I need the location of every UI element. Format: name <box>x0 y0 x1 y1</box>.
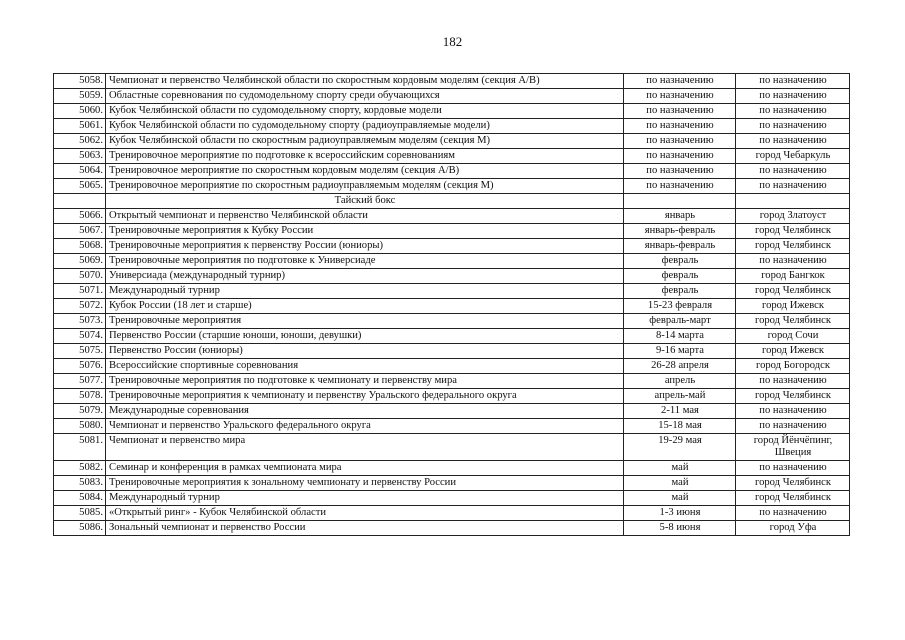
event-number: 5061. <box>54 119 106 134</box>
event-title: «Открытый ринг» - Кубок Челябинской области <box>106 506 624 521</box>
event-title: Кубок Челябинской области по скоростным радиоуправляемым моделям (секция М) <box>106 134 624 149</box>
event-date: апрель <box>624 374 736 389</box>
event-number: 5058. <box>54 74 106 89</box>
event-number: 5063. <box>54 149 106 164</box>
event-title: Областные соревнования по судомодельному спорту среди обучающихся <box>106 89 624 104</box>
event-place: город Сочи <box>736 329 850 344</box>
table-row <box>54 491 850 506</box>
table-row <box>54 89 850 104</box>
event-date: по назначению <box>624 149 736 164</box>
event-title: Тренировочные мероприятия к Кубку России <box>106 224 624 239</box>
event-place: город Челябинск <box>736 239 850 254</box>
event-date: 15-23 февраля <box>624 299 736 314</box>
event-title: Тренировочные мероприятия к чемпионату и первенству Уральского федерального округа <box>106 389 624 404</box>
event-date: по назначению <box>624 89 736 104</box>
event-number: 5077. <box>54 374 106 389</box>
event-number: 5071. <box>54 284 106 299</box>
event-title: Международный турнир <box>106 284 624 299</box>
event-place: по назначению <box>736 119 850 134</box>
event-date: 1-3 июня <box>624 506 736 521</box>
table-row <box>54 119 850 134</box>
event-title: Чемпионат и первенство мира <box>106 434 624 461</box>
event-title: Чемпионат и первенство Уральского федерального округа <box>106 419 624 434</box>
table-row <box>54 476 850 491</box>
event-number: 5069. <box>54 254 106 269</box>
event-number: 5079. <box>54 404 106 419</box>
event-date: май <box>624 476 736 491</box>
event-place: город Челябинск <box>736 314 850 329</box>
event-number: 5064. <box>54 164 106 179</box>
event-place: город Богородск <box>736 359 850 374</box>
event-number: 5086. <box>54 521 106 536</box>
event-title: Тренировочные мероприятия к зональному чемпионату и первенству России <box>106 476 624 491</box>
table-row <box>54 299 850 314</box>
table-row <box>54 104 850 119</box>
event-title: Тренировочное мероприятие по скоростным радиоуправляемым моделям (секция М) <box>106 179 624 194</box>
event-date: февраль <box>624 254 736 269</box>
event-number: 5068. <box>54 239 106 254</box>
event-place: по назначению <box>736 104 850 119</box>
event-number: 5075. <box>54 344 106 359</box>
event-number: 5083. <box>54 476 106 491</box>
table-row <box>54 344 850 359</box>
event-number: 5076. <box>54 359 106 374</box>
event-place: город Челябинск <box>736 389 850 404</box>
event-date: по назначению <box>624 179 736 194</box>
event-date: 2-11 мая <box>624 404 736 419</box>
event-title: Чемпионат и первенство Челябинской области по скоростным кордовым моделям (секция А/В) <box>106 74 624 89</box>
event-date: по назначению <box>624 119 736 134</box>
table-row <box>54 134 850 149</box>
events-table <box>53 73 850 536</box>
event-place: по назначению <box>736 254 850 269</box>
table-row <box>54 74 850 89</box>
event-date: январь-февраль <box>624 224 736 239</box>
page-number: 182 <box>442 34 463 49</box>
event-date: 26-28 апреля <box>624 359 736 374</box>
event-date: май <box>624 461 736 476</box>
table-row <box>54 404 850 419</box>
event-title: Тренировочные мероприятия <box>106 314 624 329</box>
table-row <box>54 239 850 254</box>
event-place: город Златоуст <box>736 209 850 224</box>
event-title: Кубок Челябинской области по судомодельному спорту (радиоуправляемые модели) <box>106 119 624 134</box>
event-place: город Ижевск <box>736 344 850 359</box>
event-title: Международные соревнования <box>106 404 624 419</box>
event-place: по назначению <box>736 419 850 434</box>
event-place: по назначению <box>736 89 850 104</box>
event-date: 8-14 марта <box>624 329 736 344</box>
event-title: Универсиада (международный турнир) <box>106 269 624 284</box>
event-date: 5-8 июня <box>624 521 736 536</box>
event-number: 5073. <box>54 314 106 329</box>
event-number: 5084. <box>54 491 106 506</box>
event-date: апрель-май <box>624 389 736 404</box>
table-row <box>54 461 850 476</box>
event-place: по назначению <box>736 374 850 389</box>
event-date: январь-февраль <box>624 239 736 254</box>
event-number: 5059. <box>54 89 106 104</box>
event-title: Всероссийские спортивные соревнования <box>106 359 624 374</box>
event-number: 5066. <box>54 209 106 224</box>
section-title: Тайский бокс <box>106 194 624 209</box>
table-row <box>54 179 850 194</box>
event-title: Первенство России (старшие юноши, юноши, девушки) <box>106 329 624 344</box>
event-date: май <box>624 491 736 506</box>
event-place: по назначению <box>736 506 850 521</box>
table-row <box>54 434 850 461</box>
event-number: 5078. <box>54 389 106 404</box>
section-row <box>54 194 850 209</box>
table-row <box>54 209 850 224</box>
table-row <box>54 224 850 239</box>
event-date: по назначению <box>624 134 736 149</box>
table-row <box>54 269 850 284</box>
event-date: февраль <box>624 284 736 299</box>
event-number: 5067. <box>54 224 106 239</box>
event-title: Тренировочное мероприятие по подготовке к всероссийским соревнованиям <box>106 149 624 164</box>
section-num-cell <box>54 194 106 209</box>
section-place-cell <box>736 194 850 209</box>
event-date: январь <box>624 209 736 224</box>
event-date: февраль-март <box>624 314 736 329</box>
table-row <box>54 419 850 434</box>
event-place: город Челябинск <box>736 476 850 491</box>
event-title: Тренировочные мероприятия по подготовке к Универсиаде <box>106 254 624 269</box>
table-row <box>54 374 850 389</box>
table-row <box>54 149 850 164</box>
event-number: 5062. <box>54 134 106 149</box>
event-place: по назначению <box>736 404 850 419</box>
event-place: город Бангкок <box>736 269 850 284</box>
event-number: 5065. <box>54 179 106 194</box>
event-place: по назначению <box>736 74 850 89</box>
event-title: Тренировочное мероприятие по скоростным кордовым моделям (секция А/В) <box>106 164 624 179</box>
event-place: город Челябинск <box>736 224 850 239</box>
table-row <box>54 254 850 269</box>
event-number: 5080. <box>54 419 106 434</box>
event-number: 5074. <box>54 329 106 344</box>
table-row <box>54 521 850 536</box>
table-row <box>54 506 850 521</box>
event-place: по назначению <box>736 134 850 149</box>
table-row <box>54 389 850 404</box>
table-row <box>54 314 850 329</box>
event-number: 5082. <box>54 461 106 476</box>
event-date: 15-18 мая <box>624 419 736 434</box>
event-title: Тренировочные мероприятия к первенству России (юниоры) <box>106 239 624 254</box>
event-title: Международный турнир <box>106 491 624 506</box>
event-place: город Йёнчёпинг, Швеция <box>736 434 850 461</box>
table-row <box>54 284 850 299</box>
event-place: город Челябинск <box>736 284 850 299</box>
event-number: 5060. <box>54 104 106 119</box>
event-date: по назначению <box>624 104 736 119</box>
event-date: по назначению <box>624 74 736 89</box>
event-place: город Чебаркуль <box>736 149 850 164</box>
event-place: город Ижевск <box>736 299 850 314</box>
event-place: по назначению <box>736 461 850 476</box>
event-title: Кубок России (18 лет и старше) <box>106 299 624 314</box>
event-place: город Уфа <box>736 521 850 536</box>
event-date: по назначению <box>624 164 736 179</box>
event-title: Первенство России (юниоры) <box>106 344 624 359</box>
event-date: 9-16 марта <box>624 344 736 359</box>
event-place: по назначению <box>736 179 850 194</box>
event-place: город Челябинск <box>736 491 850 506</box>
section-date-cell <box>624 194 736 209</box>
event-number: 5070. <box>54 269 106 284</box>
event-title: Зональный чемпионат и первенство России <box>106 521 624 536</box>
event-number: 5072. <box>54 299 106 314</box>
event-date: февраль <box>624 269 736 284</box>
event-title: Тренировочные мероприятия по подготовке к чемпионату и первенству мира <box>106 374 624 389</box>
event-place: по назначению <box>736 164 850 179</box>
table-row <box>54 329 850 344</box>
event-title: Семинар и конференция в рамках чемпионата мира <box>106 461 624 476</box>
table-row <box>54 359 850 374</box>
table-row <box>54 164 850 179</box>
event-title: Открытый чемпионат и первенство Челябинской области <box>106 209 624 224</box>
event-number: 5085. <box>54 506 106 521</box>
event-number: 5081. <box>54 434 106 461</box>
event-date: 19-29 мая <box>624 434 736 461</box>
event-title: Кубок Челябинской области по судомодельному спорту, кордовые модели <box>106 104 624 119</box>
